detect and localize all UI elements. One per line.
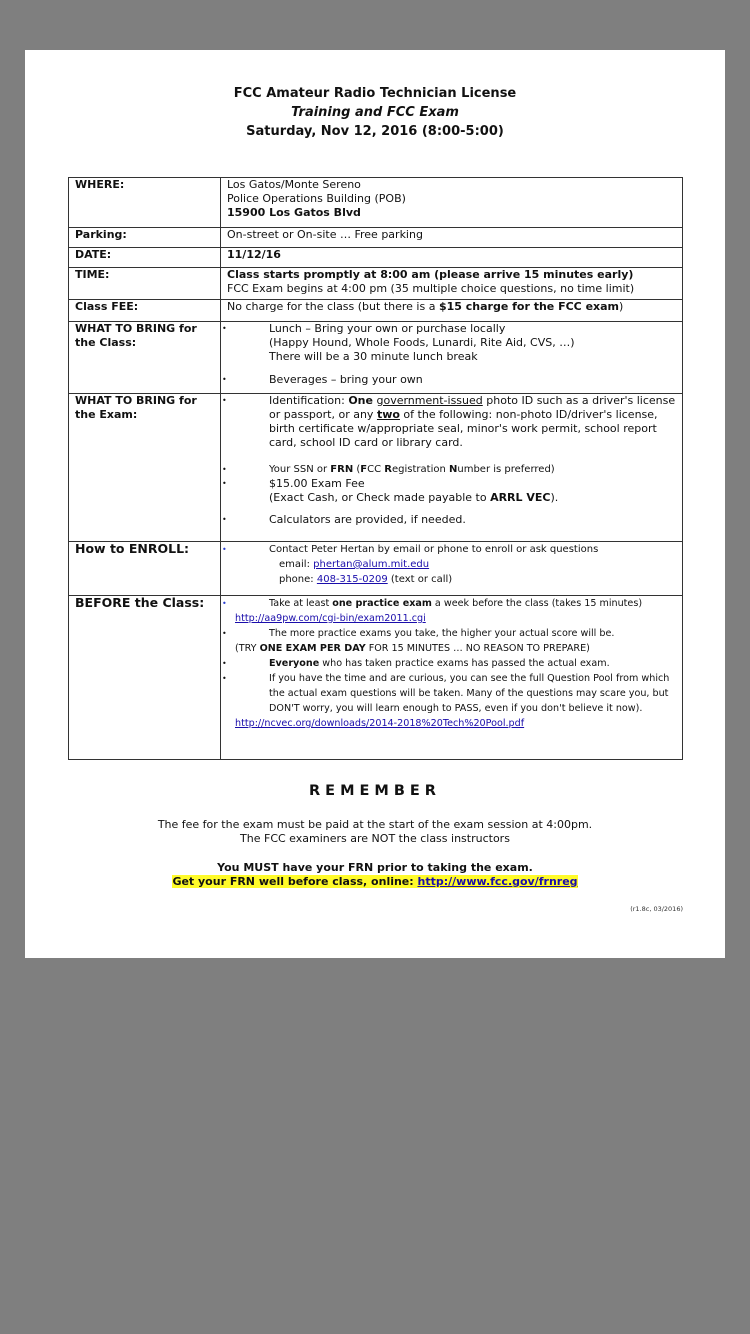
- id-one: One: [348, 394, 373, 407]
- try-bold: ONE EXAM PER DAY: [259, 643, 366, 654]
- phone-label: phone:: [279, 574, 314, 585]
- bring-exam-label: WHAT TO BRING for the Exam:: [69, 394, 221, 542]
- practice-bold: one practice exam: [332, 598, 432, 609]
- ssn-f: F: [360, 464, 368, 475]
- where-line-2: Police Operations Building (POB): [227, 192, 406, 205]
- ssn-number: umber is preferred): [457, 464, 555, 475]
- email-line: [227, 557, 676, 572]
- revision-note: (r1.8c, 03/2016): [630, 905, 683, 913]
- id-two: two: [376, 408, 400, 421]
- exam-start-time: FCC Exam begins at 4:00 pm (35 multiple choice questions, no time limit): [227, 282, 635, 295]
- list-item-identification: [227, 394, 676, 450]
- class-start-time: Class starts promptly at 8:00 am (please arrive 15 minutes early): [227, 268, 634, 281]
- where-line-1: Los Gatos/Monte Sereno: [227, 178, 361, 191]
- ssn-cc: CC: [367, 464, 385, 475]
- exam-fee-amount: $15 charge for the FCC exam: [438, 300, 620, 313]
- phone-note: (text or call): [390, 574, 453, 585]
- examiners-note: The FCC examiners are NOT the class instructors: [240, 832, 510, 845]
- cash-end: ).: [550, 491, 559, 504]
- ssn-frn: FRN: [330, 464, 354, 475]
- question-pool-link-line: [227, 716, 676, 731]
- more-exams-item: • The more practice exams you take, the higher your actual score will be.: [227, 626, 676, 641]
- row-enroll: [69, 542, 683, 596]
- where-value: [221, 178, 683, 228]
- title-line-2: Training and FCC Exam: [291, 105, 459, 120]
- try-text: (TRY: [235, 643, 260, 654]
- practice-text-2: a week before the class (takes 15 minutes): [431, 598, 643, 609]
- list-item-calculators: • Calculators are provided, if needed.: [227, 513, 676, 527]
- row-where: [69, 178, 683, 228]
- phone-line: [227, 572, 676, 587]
- document-page: [25, 50, 725, 958]
- bring-exam-list: [221, 394, 683, 542]
- frn-register-link[interactable]: http://www.fcc.gov/frnreg: [417, 875, 578, 888]
- list-item-lunch: [227, 322, 676, 364]
- parking-label: Parking:: [69, 228, 221, 248]
- row-bring-class: [69, 322, 683, 394]
- fee-text: No charge for the class (but there is a: [227, 300, 439, 313]
- id-gov: government-issued: [376, 394, 483, 407]
- title-date-line: Saturday, Nov 12, 2016 (8:00-5:00): [246, 124, 504, 139]
- before-details: [221, 596, 683, 760]
- remember-notes: [25, 818, 725, 846]
- list-item-exam-fee: [227, 477, 676, 505]
- practice-exam-item: [227, 596, 676, 611]
- enroll-details: [221, 542, 683, 596]
- enroll-label: How to ENROLL:: [69, 542, 221, 596]
- before-label: BEFORE the Class:: [69, 596, 221, 760]
- email-link[interactable]: phertan@alum.mit.edu: [313, 559, 430, 570]
- frn-notice: [25, 861, 725, 889]
- payment-note: [269, 491, 676, 505]
- frn-online-text: Get your FRN well before class, online:: [172, 875, 418, 888]
- fee-payment-note: The fee for the exam must be paid at the start of the exam session at 4:00pm.: [157, 818, 593, 831]
- time-value: [221, 268, 683, 300]
- everyone-bold: Everyone: [269, 658, 320, 669]
- where-address: 15900 Los Gatos Blvd: [227, 206, 361, 219]
- row-time: [69, 268, 683, 300]
- row-parking: [69, 228, 683, 248]
- enroll-contact: • Contact Peter Hertan by email or phone to enroll or ask questions: [227, 542, 676, 557]
- frn-online-highlight: [172, 875, 577, 888]
- lunch-line-2: (Happy Hound, Whole Foods, Lunardi, Rite Aid, CVS, …): [269, 336, 575, 349]
- id-text-2: photo ID such as a driver's license or passport, or any: [269, 394, 676, 421]
- try-one-exam-line: [227, 641, 676, 656]
- date-value: 11/12/16: [221, 248, 683, 268]
- id-text: Identification:: [269, 394, 349, 407]
- time-label: TIME:: [69, 268, 221, 300]
- bring-class-label: WHAT TO BRING for the Class:: [69, 322, 221, 394]
- question-pool-item: • If you have the time and are curious, you can see the full Question Pool from which the actual exam questions will be taken. Many of the questions may scare you, but DON'T worry, you will learn enough to PASS, even if you don't believe it now).: [227, 671, 676, 716]
- ssn-text: Your SSN or: [269, 464, 331, 475]
- bring-class-list: [221, 322, 683, 394]
- list-item-ssn: [227, 463, 676, 477]
- frn-required: You MUST have your FRN prior to taking the exam.: [217, 861, 533, 874]
- row-before: [69, 596, 683, 760]
- ssn-reg: egistration: [392, 464, 449, 475]
- lunch-line-1: • Lunch – Bring your own or purchase locally: [269, 322, 506, 335]
- info-table: [68, 177, 683, 760]
- exam-fee-line: • $15.00 Exam Fee: [269, 477, 365, 490]
- fee-text-end: ): [619, 300, 624, 313]
- practice-text: Take at least: [269, 598, 333, 609]
- email-label: email:: [279, 559, 310, 570]
- parking-value: On-street or On-site … Free parking: [221, 228, 683, 248]
- arrl-vec: ARRL VEC: [490, 491, 551, 504]
- list-item-beverages: • Beverages – bring your own: [227, 373, 676, 387]
- row-fee: [69, 300, 683, 322]
- everyone-text: who has taken practice exams has passed the actual exam.: [319, 658, 610, 669]
- row-bring-exam: [69, 394, 683, 542]
- question-pool-link[interactable]: http://ncvec.org/downloads/2014-2018%20Tech%20Pool.pdf: [235, 718, 525, 729]
- row-date: [69, 248, 683, 268]
- where-label: WHERE:: [69, 178, 221, 228]
- practice-link-line: [227, 611, 676, 626]
- everyone-passed-item: [227, 656, 676, 671]
- id-text-3: of the following: non-photo ID/driver's license, birth certificate w/appropriate seal, minor's work permit, school report card, school ID card or library card.: [269, 408, 658, 449]
- phone-link[interactable]: 408-315-0209: [316, 574, 388, 585]
- lunch-line-3: There will be a 30 minute lunch break: [269, 350, 478, 363]
- try-text-2: FOR 15 MINUTES … NO REASON TO PREPARE): [365, 643, 590, 654]
- fee-label: Class FEE:: [69, 300, 221, 322]
- fee-value: [221, 300, 683, 322]
- ssn-paren: (: [353, 464, 361, 475]
- practice-exam-link[interactable]: http://aa9pw.com/cgi-bin/exam2011.cgi: [235, 613, 426, 624]
- title-line-1: FCC Amateur Radio Technician License: [233, 86, 517, 101]
- ssn-n: N: [448, 464, 458, 475]
- remember-heading: REMEMBER: [309, 783, 441, 799]
- cash-text: (Exact Cash, or Check made payable to: [269, 491, 491, 504]
- date-label: DATE:: [69, 248, 221, 268]
- ssn-r: R: [384, 464, 392, 475]
